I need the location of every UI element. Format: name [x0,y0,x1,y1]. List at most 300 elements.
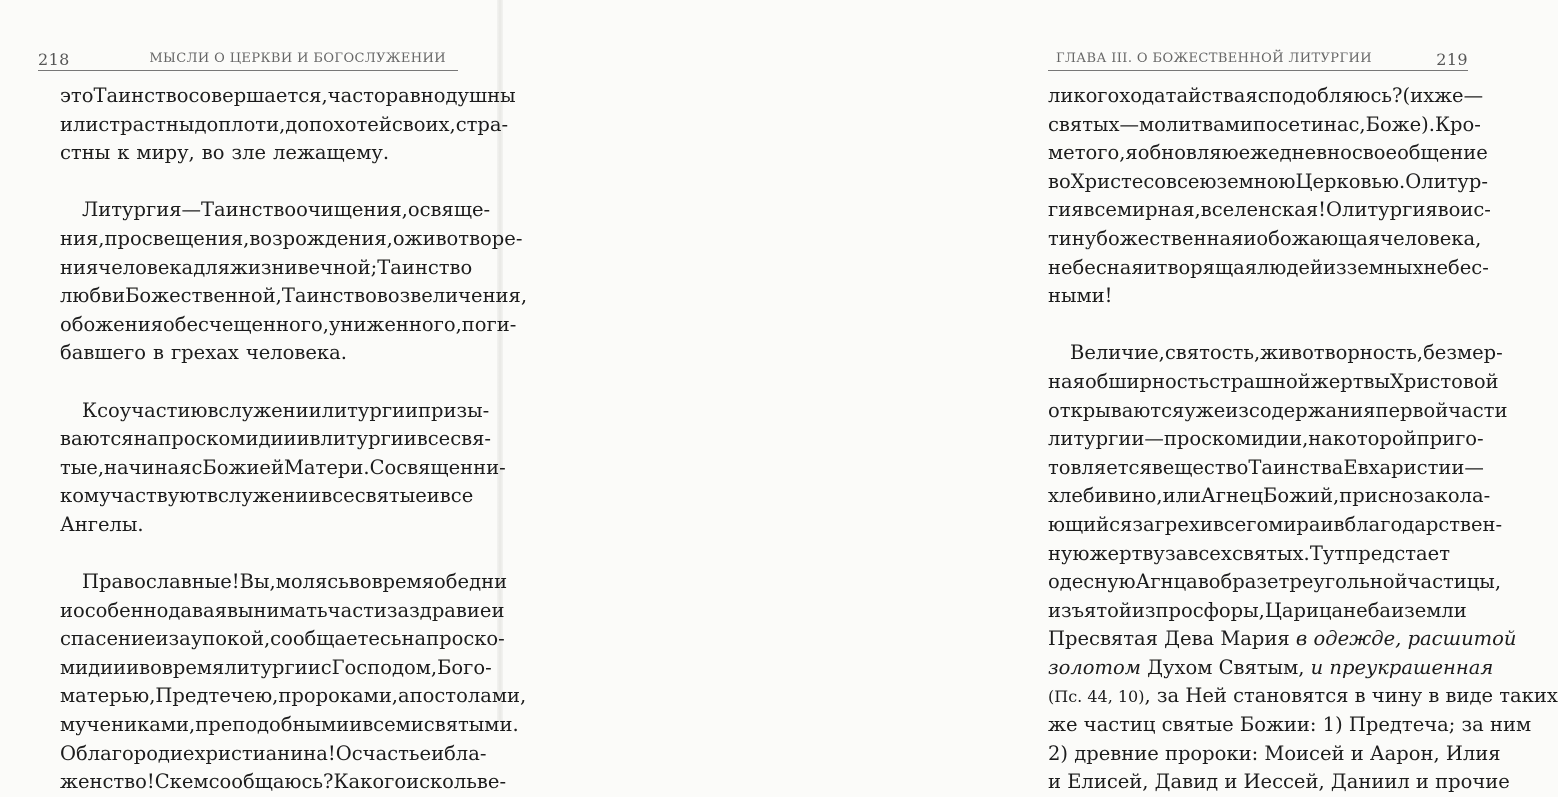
word: обожающая [1256,226,1381,250]
text-line [1048,425,1484,454]
right-body-text [1048,82,1558,797]
word: Величие, [1070,341,1165,365]
word: нас, [1323,112,1366,136]
paragraph [60,397,506,540]
word: все [416,427,451,451]
word: же [1434,84,1464,107]
word: вино, [1107,484,1163,508]
text-line [1048,196,1491,225]
word: земных [1346,255,1424,279]
word: общение [1397,141,1488,165]
word: всего [1212,512,1269,536]
word: Матери. [283,455,370,479]
left-body-text [60,82,528,797]
word: закола- [1413,484,1491,508]
word: за [386,598,410,622]
word: для [193,255,230,279]
italic-text-run: золотом [1048,655,1141,679]
word: того, [1074,141,1126,165]
word: ющийся [1048,512,1133,536]
word: обедни [434,570,508,594]
right-running-title: ГЛАВА III. О БОЖЕСТВЕННОЙ ЛИТУРГИИ [1056,51,1372,66]
word: соучастию [97,398,208,422]
word: Православные! [82,570,240,594]
word: я [1125,141,1138,165]
word: О [60,741,76,765]
word: своих, [391,112,456,136]
word: Таинство [377,255,473,279]
word: возрождения, [249,226,393,250]
word: человека, [1380,226,1482,250]
text-line [1048,139,1488,168]
word: очищения, [296,198,408,222]
word: давая [168,598,227,622]
paragraph-gap [1048,311,1450,340]
word: и [296,427,310,451]
text-line [1048,540,1450,569]
word: или [60,112,99,136]
text-line [1048,368,1499,397]
word: товляется [1048,455,1152,479]
text-line [60,768,507,797]
word: О [335,741,352,765]
text-line [60,568,508,597]
word: пророками, [278,684,399,708]
text-line [1048,511,1503,540]
word: воис- [1437,198,1491,222]
word: все [439,484,474,508]
text-line [1048,768,1510,797]
word: — [1463,84,1484,107]
paragraph [1048,82,1491,311]
word: тину [1048,226,1097,250]
word: или [1162,484,1201,508]
word: земли [1404,598,1467,622]
paragraph-gap [60,168,443,197]
word: мира [1268,512,1321,536]
word: образе [1208,570,1279,594]
word: лежащему. [273,141,390,165]
italic-text-run: и преукрашенная [1310,655,1494,679]
text-run: Духом Святым, [1140,655,1311,679]
word: здравие [409,598,492,622]
word: ваются [60,427,134,451]
word: первой [1375,398,1449,422]
word: священни- [396,455,506,479]
word: стны [60,141,111,165]
word: во [201,141,225,165]
word: К [82,398,98,422]
word: хлеб [1048,484,1095,508]
word: ежедневно [1238,141,1352,165]
word: с [191,455,203,479]
word: частицы, [1407,570,1502,594]
word: спасение [60,627,156,651]
right-running-header [1048,48,1468,71]
word: ве- [476,770,507,794]
word: неба [1343,598,1392,622]
word: сообщаюсь? [208,770,334,794]
word: которой [1332,427,1417,451]
word: ная [1048,369,1085,393]
word: и [1143,255,1157,279]
text-run: и Елисей, Давид и Иессей, Даниил и прочие [1048,770,1510,794]
text-line [60,511,443,540]
word: ния, [60,226,105,250]
word: Агнец [1200,484,1264,508]
text-line [60,225,523,254]
text-line [1048,740,1501,769]
word: с [320,655,332,679]
word: Вы, [239,570,276,594]
text-line [60,654,492,683]
text-line [1048,397,1508,426]
italic-text-run: в одежде, расшитой [1295,627,1517,651]
word: Ангелы. [60,512,144,536]
word: время [371,570,435,594]
word: в [1197,570,1209,594]
word: людей [1257,255,1323,279]
word: со [1143,169,1167,193]
word: до [194,112,219,136]
word: — [1144,427,1164,451]
text-line [60,196,491,225]
word: Божий, [1263,484,1340,508]
text-run: 2) древние пророки: Моисей и Аарон, Илия [1048,741,1501,765]
word: обожения [60,312,163,336]
word: треугольной [1278,570,1408,594]
word: это [60,84,94,107]
text-line [60,740,487,769]
word: и [155,627,169,651]
word: литургии [224,655,321,679]
word: человека. [245,341,347,365]
paragraph [1048,339,1508,625]
word: обновляю [1137,141,1239,165]
word: обширность [1084,369,1210,393]
word: на [1308,427,1333,451]
word: упокой, [190,627,271,651]
text-line [1048,654,1494,683]
word: святых. [1231,541,1310,565]
text-line [60,482,474,511]
paragraph [60,82,516,168]
word: ную [1048,541,1090,565]
word: бла- [444,741,487,765]
word: содержания [1248,398,1376,422]
word: божественная [1096,226,1244,250]
word: жизни [229,255,298,279]
word: святыми. [423,713,519,737]
text-line [1048,597,1467,626]
word: из [1131,598,1156,622]
word: сподобляюсь? [1257,84,1403,107]
word: похотей [309,112,392,136]
word: литургия [1341,198,1438,222]
word: страстны [98,112,195,136]
text-line [60,425,492,454]
word: униженного, [328,312,462,336]
text-line [1048,225,1482,254]
word: — [1464,455,1484,479]
word: вещество [1151,455,1249,479]
word: благородие [76,741,195,765]
word: (их [1402,84,1435,107]
word: и [431,741,445,765]
word: из [1225,398,1249,422]
word: на [401,627,427,651]
word: проскомидии [158,427,297,451]
word: во [348,570,372,594]
word: совершается, [188,84,328,107]
word: грехи [1154,512,1213,536]
word: я [1245,84,1258,107]
word: Бого- [437,655,492,679]
word: животворность, [1260,341,1424,365]
word: и [1391,598,1405,622]
word: святые [354,484,427,508]
word: матерью, [60,684,156,708]
word: грехах [170,341,239,365]
word: в [152,341,164,365]
word: призы- [418,398,490,422]
word: жертву [1089,541,1165,565]
word: — [1119,112,1140,136]
word: присно [1339,484,1414,508]
psalm-reference: (Пс. 44, 10) [1048,687,1145,707]
word: во [139,655,162,679]
word: Христовой [1390,369,1499,393]
word: ме [1048,141,1075,165]
word: стра- [455,112,509,136]
text-run: же частиц святые Божии: 1) Предтеча; за ним [1048,713,1532,737]
text-line [60,111,509,140]
word: и [491,598,505,622]
word: благодарствен- [1344,512,1503,536]
word: и [126,655,140,679]
word: Таинство [93,84,189,107]
word: в [207,484,219,508]
word: в [1333,512,1345,536]
word: ными! [1048,284,1113,308]
word: начиная [104,455,192,479]
word: мидии [60,655,127,679]
word: всех [1187,541,1232,565]
word: и [406,770,420,794]
word: женство! [60,770,155,794]
word: ком [60,484,100,508]
word: одесную [1048,570,1136,594]
word: земною [1216,169,1296,193]
text-run: , за Ней становятся в чину в виде таких [1144,684,1558,708]
text-line [60,682,527,711]
text-line [60,625,505,654]
word: счастье [351,741,432,765]
word: все [321,484,355,508]
word: Кро- [1434,112,1481,136]
word: сколь [419,770,477,794]
word: в [309,427,321,451]
word: к [117,141,130,165]
word: молитвами [1139,112,1253,136]
word: литур- [1421,169,1488,193]
word: освяще- [407,198,491,222]
word: христианина! [194,741,336,765]
word: во [1048,169,1071,193]
text-line [60,139,443,168]
word: жертвы [1310,369,1391,393]
word: Таинство [281,284,377,308]
word: литургии [320,427,417,451]
word: С [154,770,170,794]
word: тые, [60,455,105,479]
word: Литургия [82,198,182,222]
word: служении [218,484,322,508]
word: из [1322,255,1347,279]
word: мучениками, [60,713,196,737]
text-line [60,282,528,311]
word: участвуют [99,484,208,508]
text-line [60,711,519,740]
word: Со [369,455,397,479]
word: молясь [275,570,349,594]
word: преподобными [195,713,350,737]
word: уже [1184,398,1226,422]
word: небесная [1048,255,1144,279]
text-line [60,454,506,483]
text-line [60,397,490,426]
word: обесчещенного, [163,312,329,336]
word: небес- [1423,255,1489,279]
left-page [0,0,528,794]
word: на [133,427,159,451]
word: оживотворе- [392,226,523,250]
word: всеми [362,713,424,737]
word: и [60,598,73,622]
right-page [500,0,1558,794]
word: до [285,112,310,136]
text-line [1048,282,1450,311]
word: ходатайства [1119,84,1246,107]
word: вечной; [297,255,378,279]
text-line [1048,625,1517,654]
word: страшной [1209,369,1311,393]
word: Тут [1309,541,1346,565]
word: человека [98,255,194,279]
word: литургии [321,398,419,422]
word: зле [231,141,267,165]
word: и [1094,484,1108,508]
left-page-number: 218 [38,50,70,69]
text-line [1048,339,1503,368]
word: и [1243,226,1257,250]
word: ния [60,255,99,279]
word: Таинство [201,198,297,222]
word: плоти, [218,112,286,136]
text-line [1048,82,1484,111]
word: посети [1252,112,1324,136]
word: части [327,598,387,622]
word: ликого [1048,84,1120,107]
word: святых [1048,112,1120,136]
text-run: Пресвятая Дева Мария [1048,627,1296,651]
word: изъятой [1048,598,1132,622]
word: проскомидии, [1163,427,1309,451]
word: любви [60,284,126,308]
word: проско- [426,627,505,651]
word: часто [327,84,386,107]
word: О [1325,198,1342,222]
word: Христе [1070,169,1144,193]
word: и [1320,512,1334,536]
word: всемирная, [1083,198,1201,222]
word: Предтечею, [155,684,279,708]
word: части [1448,398,1508,422]
word: просвещения, [104,226,250,250]
text-line [1048,568,1502,597]
word: открываются [1048,398,1185,422]
text-line [1048,711,1532,740]
word: всею [1166,169,1217,193]
text-line [60,82,516,111]
word: возвеличения, [376,284,528,308]
paragraph-gap [60,540,443,569]
text-line [60,339,443,368]
word: Таинства [1248,455,1344,479]
word: Церковью. [1295,169,1406,193]
word: Агнца [1135,570,1198,594]
word: безмер- [1423,341,1503,365]
left-running-header [38,48,458,71]
word: за [168,627,191,651]
word: Божественной, [125,284,282,308]
word: — [181,198,202,222]
word: сообщаетесь [270,627,402,651]
word: вселенская! [1200,198,1326,222]
right-page-number: 219 [1436,50,1468,69]
word: Евхаристии [1343,455,1465,479]
word: и [349,713,363,737]
word: поги- [461,312,517,336]
text-line [60,311,517,340]
word: равнодушны [385,84,516,107]
text-line [1048,168,1488,197]
paragraph [60,568,527,797]
text-line [60,597,505,626]
paragraph-gap [60,368,443,397]
word: Господом, [331,655,438,679]
word: время [161,655,225,679]
word: Царица [1264,598,1344,622]
word: гия [1048,198,1084,222]
word: за [1164,541,1188,565]
word: предстает [1345,541,1450,565]
word: Какого [333,770,407,794]
word: особенно [73,598,169,622]
left-running-title: МЫСЛИ О ЦЕРКВИ И БОГОСЛУЖЕНИИ [149,51,446,66]
word: творящая [1156,255,1258,279]
text-line [1048,111,1481,140]
word: апостолами, [398,684,527,708]
word: просфоры, [1155,598,1265,622]
text-line [1048,682,1558,711]
text-line [1048,454,1484,483]
text-line [1048,254,1489,283]
word: Божией [202,455,284,479]
word: свое [1351,141,1398,165]
word: вынимать [226,598,328,622]
word: бавшего [60,341,146,365]
